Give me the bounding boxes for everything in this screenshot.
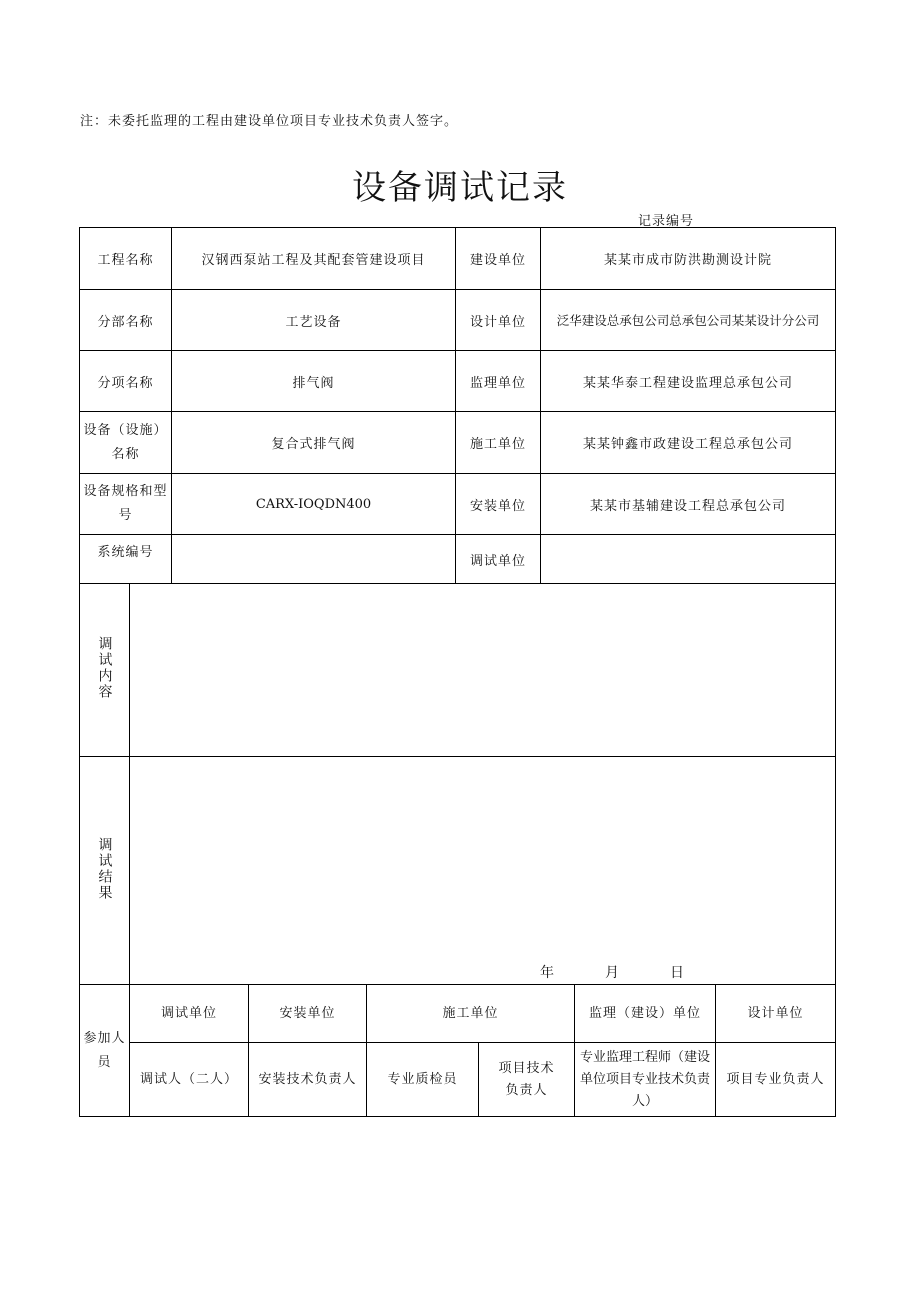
unit-cell: 监理（建设）单位 [575, 985, 716, 1043]
unit-cell: 施工单位 [367, 985, 575, 1043]
result-section-label: 调试结果 [96, 837, 113, 901]
label-cell: 安装单位 [456, 474, 541, 535]
label-cell: 设备（设施）名称 [80, 412, 172, 474]
info-row [80, 228, 836, 290]
label-cell: 施工单位 [456, 412, 541, 474]
info-table [79, 227, 836, 584]
date-year: 年 [540, 965, 555, 981]
role-cell: 专业监理工程师（建设单位项目专业技术负责人） [575, 1043, 716, 1117]
label-cell: 设备规格和型号 [80, 474, 172, 535]
label-cell: 工程名称 [80, 228, 172, 290]
value-cell: 泛华建设总承包公司总承包公司某某设计分公司 [541, 290, 836, 351]
result-section [80, 757, 836, 985]
date-day: 日 [670, 965, 685, 981]
participants-label: 参加人员 [80, 985, 130, 1117]
debug-sections-table [79, 583, 836, 985]
participant-roles-row [80, 1043, 836, 1117]
info-row [80, 290, 836, 351]
label-cell: 监理单位 [456, 351, 541, 412]
result-area [130, 757, 836, 985]
role-cell: 专业质检员 [367, 1043, 479, 1117]
info-row [80, 412, 836, 474]
label-cell: 设计单位 [456, 290, 541, 351]
info-row [80, 535, 836, 584]
value-cell: 某某钟鑫市政建设工程总承包公司 [541, 412, 836, 474]
participant-units-row [80, 985, 836, 1043]
label-cell: 分部名称 [80, 290, 172, 351]
value-cell: CARX-IOQDN400 [172, 474, 456, 535]
value-cell: 复合式排气阀 [172, 412, 456, 474]
value-cell [172, 535, 456, 584]
content-section [80, 584, 836, 757]
value-cell [541, 535, 836, 584]
note-text: 注：未委托监理的工程由建设单位项目专业技术负责人签字。 [80, 114, 459, 129]
info-row [80, 474, 836, 535]
label-cell: 调试单位 [456, 535, 541, 584]
role-cell: 项目专业负责人 [716, 1043, 836, 1117]
content-section-label: 调试内容 [96, 636, 113, 700]
date-line [540, 962, 735, 982]
participants-table [79, 984, 836, 1117]
role-cell: 项目技术负责人 [479, 1043, 575, 1117]
value-cell: 某某市成市防洪勘测设计院 [541, 228, 836, 290]
value-cell: 汉钢西泵站工程及其配套管建设项目 [172, 228, 456, 290]
info-row [80, 351, 836, 412]
page-title: 设备调试记录 [352, 168, 568, 208]
date-month: 月 [605, 965, 620, 981]
unit-cell: 安装单位 [249, 985, 367, 1043]
label-cell: 分项名称 [80, 351, 172, 412]
value-cell: 工艺设备 [172, 290, 456, 351]
record-number-label: 记录编号 [638, 214, 695, 229]
role-cell: 调试人（二人） [130, 1043, 249, 1117]
unit-cell: 设计单位 [716, 985, 836, 1043]
content-area [130, 584, 836, 757]
label-cell: 系统编号 [80, 535, 172, 584]
value-cell: 排气阀 [172, 351, 456, 412]
value-cell: 某某市基辅建设工程总承包公司 [541, 474, 836, 535]
role-cell: 安装技术负责人 [249, 1043, 367, 1117]
unit-cell: 调试单位 [130, 985, 249, 1043]
value-cell: 某某华泰工程建设监理总承包公司 [541, 351, 836, 412]
label-cell: 建设单位 [456, 228, 541, 290]
